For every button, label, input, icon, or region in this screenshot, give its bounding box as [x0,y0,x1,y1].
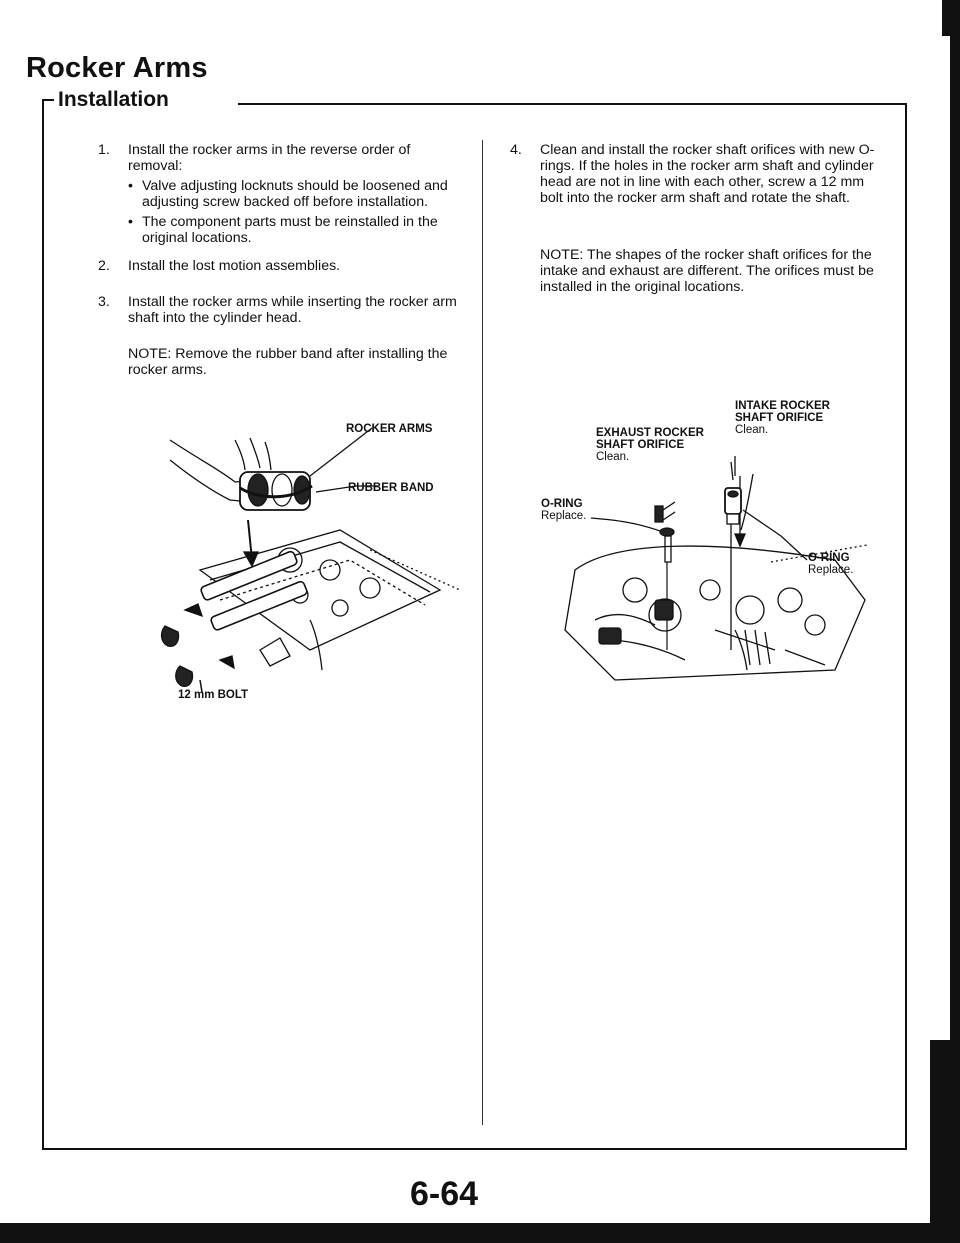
step-3 [98,294,463,326]
label-intake-line-1: INTAKE ROCKER [735,400,830,412]
page-title: Rocker Arms [26,52,208,84]
label-oring-left-title: O-RING [541,498,583,510]
section-title: Installation [58,88,169,111]
rocker-shaft-orifice-illustration [535,450,885,690]
page-bottom-band [0,1223,960,1243]
label-12mm-bolt: 12 mm BOLT [178,689,249,701]
step-text: Install the lost motion assemblies. [128,258,341,274]
label-intake-sub: Clean. [735,424,769,436]
step-4 [510,142,880,206]
frame-right-rule [905,103,907,1149]
step-text: Clean and install the rocker shaft orifices with new O-rings. If the holes in the rocker arm shaft and cylinder head are not in line with each other, screw a 12 mm bolt into the rocker arm shaft and rotate the shaft. [540,142,875,206]
frame-bottom-rule [42,1148,907,1150]
label-rubber-band: RUBBER BAND [348,482,434,494]
step-number: 4. [510,142,522,158]
note-right: NOTE: The shapes of the rocker shaft orifices for the intake and exhaust are different. The orifices must be installed in the original locations. [540,247,874,295]
page-corner-band [930,1040,960,1243]
label-oring-right-title: O-RING [808,552,850,564]
label-exhaust-line-2: SHAFT ORIFICE [596,439,685,451]
column-divider [482,140,483,1125]
page-number: 6-64 [410,1175,479,1213]
step-number: 2. [98,258,110,274]
label-oring-right-sub: Replace. [808,564,854,576]
label-oring-left-sub: Replace. [541,510,587,522]
frame-left-rule [42,99,44,1149]
note-left: NOTE: Remove the rubber band after installing the rocker arms. [128,346,448,378]
label-intake-orifice [735,400,830,436]
label-rocker-arms: ROCKER ARMS [346,423,433,435]
label-exhaust-sub: Clean. [596,451,630,463]
bullet-item: • Valve adjusting locknuts should be loosened and adjusting screw backed off before installation. [128,178,463,210]
label-intake-line-2: SHAFT ORIFICE [735,412,824,424]
step-text: Install the rocker arms in the reverse order of removal: [128,142,411,174]
step-text: Install the rocker arms while inserting the rocker arm shaft into the cylinder head. [128,294,457,326]
page-edge-mark [942,0,960,36]
step-2 [98,258,463,274]
rocker-arm-install-illustration [140,420,470,710]
step-1 [98,142,463,246]
frame-top-rule [238,103,906,105]
step-number: 1. [98,142,110,158]
step-number: 3. [98,294,110,310]
label-exhaust-line-1: EXHAUST ROCKER [596,427,704,439]
bullet-item: • The component parts must be reinstalled in the original locations. [128,214,463,246]
